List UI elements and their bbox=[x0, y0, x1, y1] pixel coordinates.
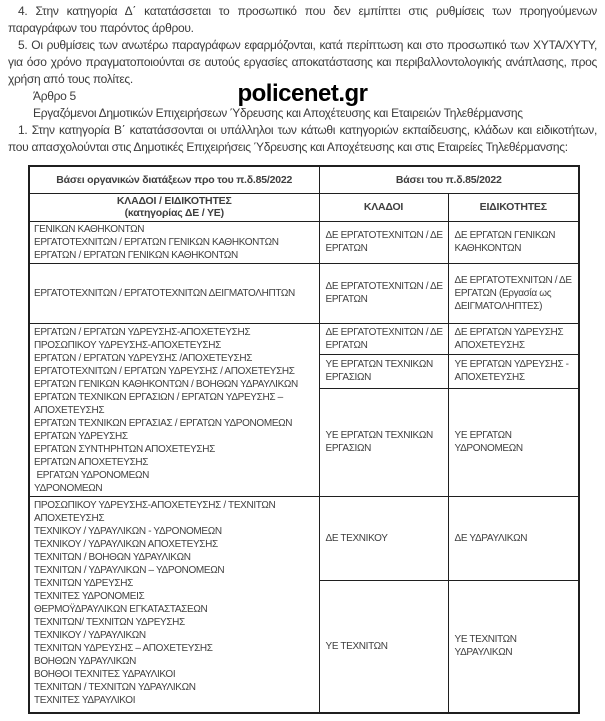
paragraph-5: 5. Οι ρυθμίσεις των ανωτέρω παραγράφων εφαρμόζονται, κατά περίπτωση και στο προσωπικό των ΧΥΤΑ/ΧΥΤΥ, για όσο χρόνο πραγματοποιούνται σε αυτούς εργασίες αποκατάστασης και περιβαλλοντολογικής ανάπλασης, προς χρήση από τους πολίτες. bbox=[8, 38, 597, 86]
header-old-basis: Βάσει οργανικών διατάξεων προ του π.δ.85/2022 bbox=[29, 166, 319, 193]
text-line: ΕΡΓΑΤΩΝ ΤΕΧΝΙΚΩΝ ΕΡΓΑΣΙΑΣ / ΕΡΓΑΤΩΝ ΥΔΡΟΝΟΜΕΩΝ bbox=[34, 417, 293, 429]
eidikotita-cell: ΔΕ ΕΡΓΑΤΟΤΕΧΝΙΤΩΝ / ΔΕ ΕΡΓΑΤΩΝ (Εργασία ως ΔΕΙΓΜΑΤΟΛΗΠΤΕΣ) bbox=[448, 263, 579, 323]
text-line: ΤΕΧΝΙΤΩΝ / ΒΟΗΘΩΝ ΥΔΡΑΥΛΙΚΩΝ bbox=[34, 551, 191, 563]
text-line: ΕΡΓΑΤΩΝ ΥΔΡΟΝΟΜΕΩΝ bbox=[34, 469, 149, 481]
paragraph-1: 1. Στην κατηγορία Β΄ κατατάσσονται οι υπάλληλοι των κάτωθι κατηγοριών εκπαίδευσης, κλάδων και ειδικοτήτων, που απασχολούνται στις Δημοτικές Επιχειρήσεις Ύδρευσης και Αποχέτευσης και στις Εταιρείες Τηλεθέρμανσης: bbox=[8, 123, 597, 154]
text-line: ΠΡΟΣΩΠΙΚΟΥ ΥΔΡΕΥΣΗΣ-ΑΠΟΧΕΤΕΥΣΗΣ bbox=[34, 339, 221, 351]
eidikotita-cell: ΥΕ ΤΕΧΝΙΤΩΝ ΥΔΡΑΥΛΙΚΩΝ bbox=[448, 580, 579, 713]
text-line: ΕΡΓΑΤΩΝ ΥΔΡΕΥΣΗΣ bbox=[34, 430, 128, 442]
article-subheading: Εργαζόμενοι Δημοτικών Επιχειρήσεων Ύδρευσης και Αποχέτευσης και Εταιρειών Τηλεθέρμανσης bbox=[33, 106, 523, 120]
header-eidikotites: ΕΙΔΙΚΟΤΗΤΕΣ bbox=[448, 193, 579, 221]
old-titles-cell bbox=[29, 323, 319, 496]
klados-cell: ΔΕ ΕΡΓΑΤΟΤΕΧΝΙΤΩΝ / ΔΕ ΕΡΓΑΤΩΝ bbox=[319, 263, 448, 323]
text-line: ΓΕΝΙΚΩΝ ΚΑΘΗΚΟΝΤΩΝ bbox=[34, 223, 145, 235]
text-line: ΤΕΧΝΙΤΩΝ / ΥΔΡΑΥΛΙΚΩΝ – ΥΔΡΟΝΟΜΕΩΝ bbox=[34, 564, 225, 576]
text-line: ΤΕΧΝΙΚΟΥ / ΥΔΡΑΥΛΙΚΩΝ bbox=[34, 629, 146, 641]
klados-cell: ΥΕ ΕΡΓΑΤΩΝ ΤΕΧΝΙΚΩΝ ΕΡΓΑΣΙΩΝ bbox=[319, 355, 448, 389]
text-line: ΕΡΓΑΤΩΝ ΑΠΟΧΕΤΕΥΣΗΣ bbox=[34, 456, 149, 468]
text-line: ΤΕΧΝΙΚΟΥ / ΥΔΡΑΥΛΙΚΩΝ ΑΠΟΧΕΤΕΥΣΗΣ bbox=[34, 538, 218, 550]
header-kladoi-eidikotites bbox=[29, 193, 319, 221]
text-line: ΕΡΓΑΤΩΝ / ΕΡΓΑΤΩΝ ΥΔΡΕΥΣΗΣ-ΑΠΟΧΕΤΕΥΣΗΣ bbox=[34, 326, 251, 338]
text-line: ΕΡΓΑΤΩΝ ΣΥΝΤΗΡΗΤΩΝ ΑΠΟΧΕΤΕΥΣΗΣ bbox=[34, 443, 215, 455]
table-header-row-columns bbox=[29, 193, 579, 221]
text-line: ΤΕΧΝΙΤΩΝ ΥΔΡΕΥΣΗΣ – ΑΠΟΧΕΤΕΥΣΗΣ bbox=[34, 642, 213, 654]
text-line: ΑΠΟΧΕΤΕΥΣΗΣ bbox=[34, 404, 105, 416]
text-line: ΤΕΧΝΙΚΟΥ / ΥΔΡΑΥΛΙΚΩΝ - ΥΔΡΟΝΟΜΕΩΝ bbox=[34, 525, 222, 537]
text-line: ΤΕΧΝΙΤΩΝ / ΤΕΧΝΙΤΩΝ ΥΔΡΑΥΛΙΚΩΝ bbox=[34, 681, 196, 693]
klados-cell: ΔΕ ΕΡΓΑΤΟΤΕΧΝΙΤΩΝ / ΔΕ ΕΡΓΑΤΩΝ bbox=[319, 221, 448, 263]
klados-cell: ΔΕ ΤΕΧΝΙΚΟΥ bbox=[319, 496, 448, 580]
eidikotita-cell: ΥΕ ΕΡΓΑΤΩΝ ΥΔΡΟΝΟΜΕΩΝ bbox=[448, 388, 579, 496]
article-heading: Άρθρο 5 bbox=[33, 89, 76, 103]
header-kladoi-eidikotites-line2: (κατηγορίας ΔΕ / ΥΕ) bbox=[124, 207, 224, 219]
text-line: ΒΟΗΘΟΙ ΤΕΧΝΙΤΕΣ ΥΔΡΑΥΛΙΚΟΙ bbox=[34, 668, 176, 680]
eidikotita-cell: ΔΕ ΥΔΡΑΥΛΙΚΩΝ bbox=[448, 496, 579, 580]
text-line: ΤΕΧΝΙΤΕΣ ΥΔΡΑΥΛΙΚΟΙ bbox=[34, 694, 136, 706]
text-line: ΕΡΓΑΤΟΤΕΧΝΙΤΩΝ / ΕΡΓΑΤΩΝ ΓΕΝΙΚΩΝ ΚΑΘΗΚΟΝΤΩΝ bbox=[34, 236, 279, 248]
klados-cell: ΔΕ ΕΡΓΑΤΟΤΕΧΝΙΤΩΝ / ΔΕ ΕΡΓΑΤΩΝ bbox=[319, 323, 448, 355]
old-titles-cell bbox=[29, 496, 319, 713]
klados-cell: ΥΕ ΤΕΧΝΙΤΩΝ bbox=[319, 580, 448, 713]
table-header-row-basis bbox=[29, 166, 579, 193]
table-row bbox=[29, 323, 579, 355]
eidikotita-cell: ΔΕ ΕΡΓΑΤΩΝ ΥΔΡΕΥΣΗΣ ΑΠΟΧΕΤΕΥΣΗΣ bbox=[448, 323, 579, 355]
header-kladoi: ΚΛΑΔΟΙ bbox=[319, 193, 448, 221]
eidikotita-cell: ΔΕ ΕΡΓΑΤΩΝ ΓΕΝΙΚΩΝ ΚΑΘΗΚΟΝΤΩΝ bbox=[448, 221, 579, 263]
eidikotita-cell: ΥΕ ΕΡΓΑΤΩΝ ΥΔΡΕΥΣΗΣ - ΑΠΟΧΕΤΕΥΣΗΣ bbox=[448, 355, 579, 389]
text-line: ΥΔΡΟΝΟΜΕΩΝ bbox=[34, 482, 103, 494]
table-row bbox=[29, 496, 579, 580]
text-line: ΤΕΧΝΙΤΩΝ/ ΤΕΧΝΙΤΩΝ ΥΔΡΕΥΣΗΣ bbox=[34, 616, 185, 628]
text-line: ΕΡΓΑΤΩΝ / ΕΡΓΑΤΩΝ ΓΕΝΙΚΩΝ ΚΑΘΗΚΟΝΤΩΝ bbox=[34, 249, 238, 261]
text-line: ΠΡΟΣΩΠΙΚΟΥ ΥΔΡΕΥΣΗΣ-ΑΠΟΧΕΤΕΥΣΗΣ / ΤΕΧΝΙΤΩΝ bbox=[34, 499, 276, 511]
text-line: ΕΡΓΑΤΩΝ / ΕΡΓΑΤΩΝ ΥΔΡΕΥΣΗΣ /ΑΠΟΧΕΤΕΥΣΗΣ bbox=[34, 352, 253, 364]
klados-cell: ΥΕ ΕΡΓΑΤΩΝ ΤΕΧΝΙΚΩΝ ΕΡΓΑΣΙΩΝ bbox=[319, 388, 448, 496]
text-line: ΤΕΧΝΙΤΕΣ ΥΔΡΟΝΟΜΕΙΣ bbox=[34, 590, 145, 602]
classification-table bbox=[28, 165, 580, 714]
old-titles-cell bbox=[29, 263, 319, 323]
table-row bbox=[29, 221, 579, 263]
text-line: ΕΡΓΑΤΟΤΕΧΝΙΤΩΝ / ΕΡΓΑΤΟΤΕΧΝΙΤΩΝ ΔΕΙΓΜΑΤΟΛΗΠΤΩΝ bbox=[34, 287, 295, 299]
text-line: ΒΟΗΘΩΝ ΥΔΡΑΥΛΙΚΩΝ bbox=[34, 655, 137, 667]
watermark-policenet: policenet.gr bbox=[237, 80, 368, 107]
header-new-basis: Βάσει του π.δ.85/2022 bbox=[319, 166, 579, 193]
old-titles-cell bbox=[29, 221, 319, 263]
paragraph-4: 4. Στην κατηγορία Δ΄ κατατάσσεται το προσωπικό που δεν εμπίπτει στις ρυθμίσεις των προηγούμενων παραγράφων του παρόντος άρθρου. bbox=[8, 4, 597, 35]
text-line: ΕΡΓΑΤΩΝ ΤΕΧΝΙΚΩΝ ΕΡΓΑΣΙΩΝ / ΕΡΓΑΤΩΝ ΥΔΡΕΥΣΗΣ – bbox=[34, 391, 283, 403]
table-row bbox=[29, 263, 579, 323]
text-line: ΑΠΟΧΕΤΕΥΣΗΣ bbox=[34, 512, 105, 524]
text-line: ΤΕΧΝΙΤΩΝ ΥΔΡΕΥΣΗΣ bbox=[34, 577, 133, 589]
text-line: ΕΡΓΑΤΩΝ ΓΕΝΙΚΩΝ ΚΑΘΗΚΟΝΤΩΝ / ΒΟΗΘΩΝ ΥΔΡΑΥΛΙΚΩΝ bbox=[34, 378, 298, 390]
text-line: ΘΕΡΜΟΫΔΡΑΥΛΙΚΩΝ ΕΓΚΑΤΑΣΤΑΣΕΩΝ bbox=[34, 603, 208, 615]
header-kladoi-eidikotites-line1: ΚΛΑΔΟΙ / ΕΙΔΙΚΟΤΗΤΕΣ bbox=[116, 194, 232, 207]
text-line: ΕΡΓΑΤΟΤΕΧΝΙΤΩΝ / ΕΡΓΑΤΩΝ ΥΔΡΕΥΣΗΣ / ΑΠΟΧΕΤΕΥΣΗΣ bbox=[34, 365, 295, 377]
